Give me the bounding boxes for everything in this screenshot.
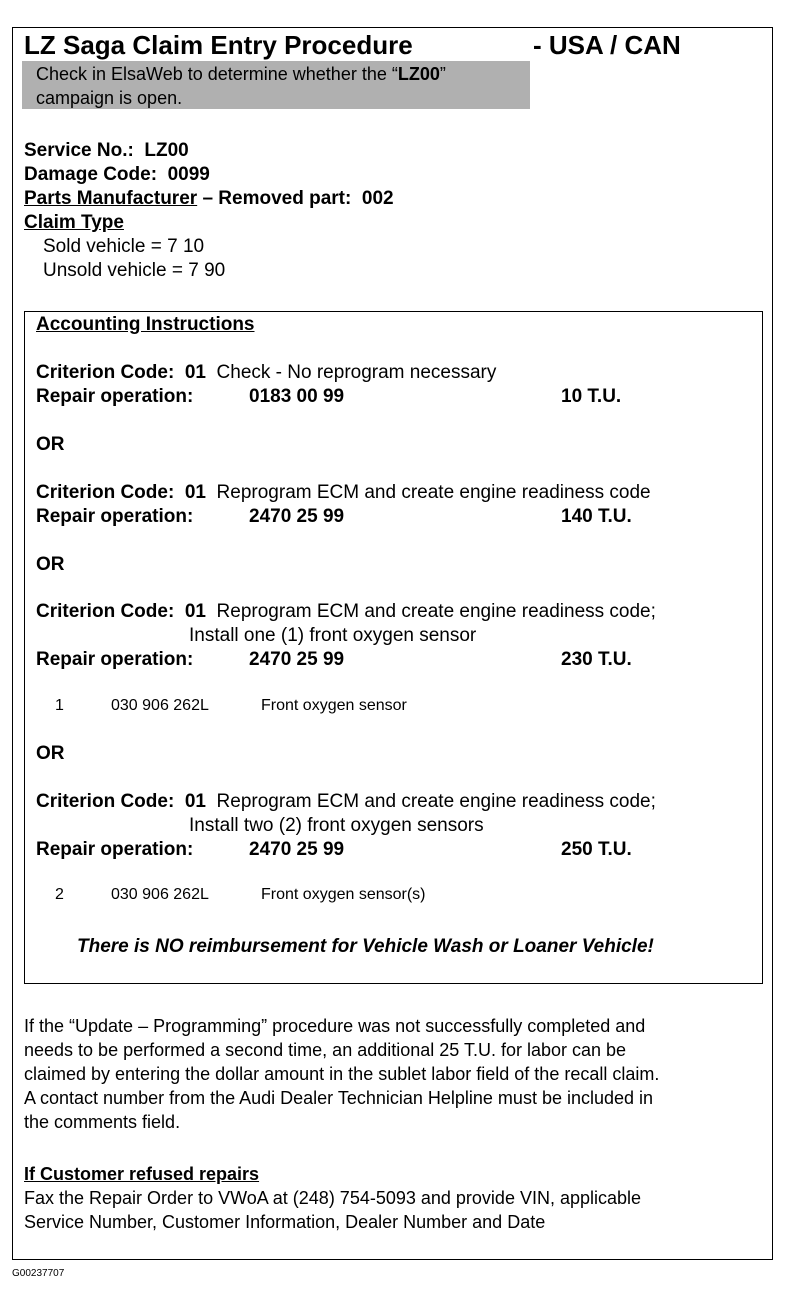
paragraph-line: A contact number from the Audi Dealer Technician Helpline must be included in [24, 1088, 654, 1108]
service-number-label: Service No.: [24, 140, 134, 161]
criterion-value: 01 [184, 601, 206, 622]
removed-part-value: 002 [361, 188, 394, 209]
criterion-description: Reprogram ECM and create engine readiness code; [216, 791, 656, 812]
part-quantity: 1 [55, 697, 64, 714]
repair-operation-label: Repair operation: [36, 506, 194, 527]
notice-quote: ” [439, 64, 446, 84]
criterion-description: Reprogram ECM and create engine readiness code [216, 482, 651, 503]
repair-operation-code: 2470 25 99 [249, 839, 345, 860]
criterion-value: 01 [184, 482, 206, 503]
criterion-row [36, 791, 656, 813]
criterion-label: Criterion Code: [36, 601, 175, 622]
criterion-value: 01 [184, 791, 206, 812]
refused-line: Service Number, Customer Information, Dealer Number and Date [24, 1212, 546, 1232]
time-units: 250 T.U. [561, 839, 632, 860]
criterion-row [36, 482, 651, 504]
page-title: LZ Saga Claim Entry Procedure [24, 30, 413, 60]
accounting-heading: Accounting Instructions [36, 314, 255, 335]
notice-text: Check in ElsaWeb to determine whether the “ [36, 64, 398, 84]
claim-type-heading: Claim Type [24, 212, 124, 233]
criterion-description-line2: Install one (1) front oxygen sensor [189, 625, 477, 646]
removed-part-label: – Removed part: [202, 188, 352, 209]
repair-operation-code: 2470 25 99 [249, 506, 345, 527]
part-name: Front oxygen sensor [261, 697, 407, 714]
time-units: 230 T.U. [561, 649, 632, 670]
part-number: 030 906 262L [111, 886, 209, 903]
paragraph-line: If the “Update – Programming” procedure was not successfully completed and [24, 1016, 646, 1036]
figure-code: G00237707 [12, 1268, 65, 1279]
notice-line-2: campaign is open. [36, 88, 183, 108]
repair-operation-code: 2470 25 99 [249, 649, 345, 670]
repair-operation-label: Repair operation: [36, 649, 194, 670]
claim-type-unsold: Unsold vehicle = 7 90 [43, 260, 226, 281]
refused-section [24, 1162, 641, 1234]
criterion-description-line2: Install two (2) front oxygen sensors [189, 815, 484, 836]
criterion-label: Criterion Code: [36, 791, 175, 812]
time-units: 140 T.U. [561, 506, 632, 527]
damage-code-value: 0099 [167, 164, 210, 185]
criterion-row [36, 362, 496, 384]
criterion-description: Reprogram ECM and create engine readiness code; [216, 601, 656, 622]
part-quantity: 2 [55, 886, 64, 903]
paragraph-line: needs to be performed a second time, an additional 25 T.U. for labor can be [24, 1040, 627, 1060]
refused-line: Fax the Repair Order to VWoA at (248) 754-5093 and provide VIN, applicable [24, 1188, 642, 1208]
criterion-description: Check - No reprogram necessary [216, 362, 497, 383]
paragraph-line: the comments field. [24, 1112, 181, 1132]
notice-campaign-code: LZ00 [397, 64, 440, 84]
or-separator: OR [36, 434, 65, 455]
or-separator: OR [36, 743, 65, 764]
criterion-row [36, 601, 656, 623]
claim-type-sold: Sold vehicle = 7 10 [43, 236, 205, 257]
region-label: - USA / CAN [533, 30, 681, 60]
or-separator: OR [36, 554, 65, 575]
parts-manufacturer-label: Parts Manufacturer [24, 188, 198, 209]
service-number [24, 139, 189, 163]
accounting-instructions-box [24, 311, 763, 984]
time-units: 10 T.U. [561, 386, 622, 407]
reimbursement-note: There is NO reimbursement for Vehicle Wash or Loaner Vehicle! [77, 936, 654, 957]
damage-code-label: Damage Code: [24, 164, 158, 185]
repair-operation-label: Repair operation: [36, 386, 194, 407]
parts-manufacturer [24, 187, 394, 211]
criterion-label: Criterion Code: [36, 482, 175, 503]
paragraph-line: claimed by entering the dollar amount in the sublet labor field of the recall claim. [24, 1064, 660, 1084]
part-number: 030 906 262L [111, 697, 209, 714]
repair-operation-code: 0183 00 99 [249, 386, 345, 407]
notice-line-1 [36, 62, 530, 86]
campaign-notice [22, 61, 530, 109]
update-paragraph [24, 1014, 659, 1134]
criterion-value: 01 [184, 362, 206, 383]
refused-heading: If Customer refused repairs [24, 1164, 260, 1184]
service-number-value: LZ00 [144, 140, 189, 161]
damage-code [24, 163, 210, 187]
part-name: Front oxygen sensor(s) [261, 886, 426, 903]
repair-operation-label: Repair operation: [36, 839, 194, 860]
criterion-label: Criterion Code: [36, 362, 175, 383]
